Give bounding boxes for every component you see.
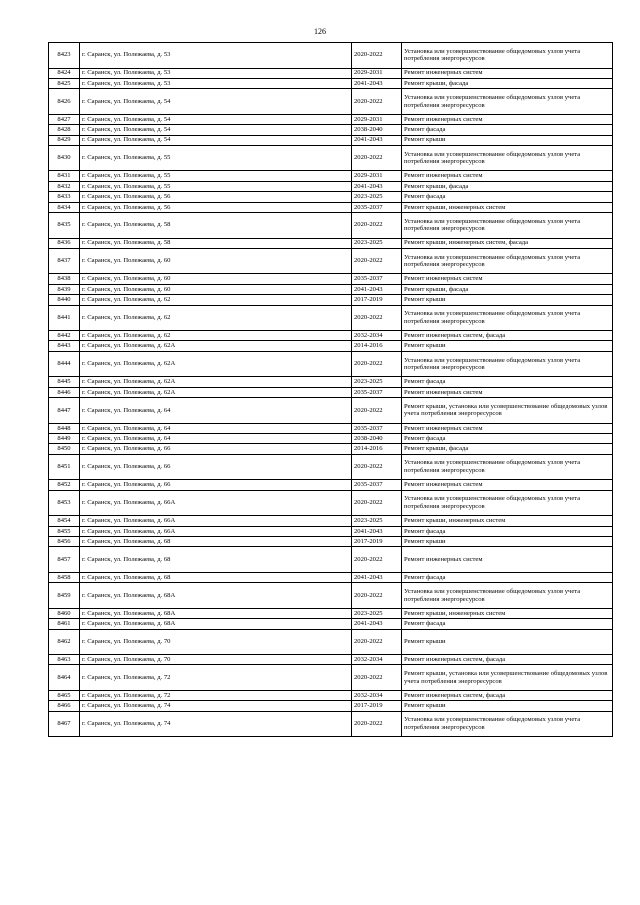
- table-row: [49, 377, 613, 387]
- table-row: [49, 78, 613, 88]
- table-row: [49, 480, 613, 490]
- address-cell: г. Саранск, ул. Полежаева, д. 72: [80, 665, 352, 691]
- period-cell: 2041-2043: [352, 284, 402, 294]
- table-row: [49, 305, 613, 331]
- work-type-cell: Ремонт фасада: [402, 377, 613, 387]
- period-cell: 2020-2022: [352, 629, 402, 655]
- period-cell: 2020-2022: [352, 711, 402, 737]
- table-row: [49, 701, 613, 711]
- period-cell: 2032-2034: [352, 655, 402, 665]
- address-cell: г. Саранск, ул. Полежаева, д. 56: [80, 192, 352, 202]
- address-cell: г. Саранск, ул. Полежаева, д. 68А: [80, 608, 352, 618]
- table-row: [49, 284, 613, 294]
- period-cell: 2014-2016: [352, 444, 402, 454]
- work-type-cell: Установка или усовершенствование общедомовых узлов учета потребления энергоресурсов: [402, 490, 613, 516]
- period-cell: 2020-2022: [352, 213, 402, 239]
- address-cell: г. Саранск, ул. Полежаева, д. 55: [80, 171, 352, 181]
- row-number-cell: 8424: [49, 68, 80, 78]
- work-type-cell: Ремонт крыши: [402, 536, 613, 546]
- row-number-cell: 8432: [49, 181, 80, 191]
- address-cell: г. Саранск, ул. Полежаева, д. 64: [80, 398, 352, 424]
- period-cell: 2020-2022: [352, 351, 402, 377]
- table-row: [49, 114, 613, 124]
- table-row: [49, 655, 613, 665]
- period-cell: 2035-2037: [352, 274, 402, 284]
- address-cell: г. Саранск, ул. Полежаева, д. 53: [80, 68, 352, 78]
- period-cell: 2020-2022: [352, 454, 402, 480]
- period-cell: 2020-2022: [352, 305, 402, 331]
- row-number-cell: 8442: [49, 331, 80, 341]
- address-cell: г. Саранск, ул. Полежаева, д. 60: [80, 248, 352, 274]
- work-type-cell: Ремонт инженерных систем: [402, 387, 613, 397]
- work-type-cell: Установка или усовершенствование общедомовых узлов учета потребления энергоресурсов: [402, 351, 613, 377]
- table-row: [49, 341, 613, 351]
- table-row: [49, 192, 613, 202]
- period-cell: 2023-2025: [352, 238, 402, 248]
- period-cell: 2020-2022: [352, 43, 402, 69]
- row-number-cell: 8458: [49, 572, 80, 582]
- work-type-cell: Установка или усовершенствование общедомовых узлов учета потребления энергоресурсов: [402, 89, 613, 115]
- address-cell: г. Саранск, ул. Полежаева, д. 55: [80, 145, 352, 171]
- period-cell: 2017-2019: [352, 536, 402, 546]
- row-number-cell: 8438: [49, 274, 80, 284]
- row-number-cell: 8434: [49, 202, 80, 212]
- period-cell: 2020-2022: [352, 490, 402, 516]
- table-row: [49, 665, 613, 691]
- table-row: [49, 68, 613, 78]
- work-type-cell: Установка или усовершенствование общедомовых узлов учета потребления энергоресурсов: [402, 43, 613, 69]
- table-row: [49, 423, 613, 433]
- period-cell: 2020-2022: [352, 89, 402, 115]
- work-type-cell: Ремонт инженерных систем, фасада: [402, 690, 613, 700]
- row-number-cell: 8465: [49, 690, 80, 700]
- address-cell: г. Саранск, ул. Полежаева, д. 66А: [80, 516, 352, 526]
- row-number-cell: 8431: [49, 171, 80, 181]
- work-type-cell: Ремонт фасада: [402, 434, 613, 444]
- period-cell: 2032-2034: [352, 331, 402, 341]
- row-number-cell: 8457: [49, 547, 80, 573]
- period-cell: 2041-2043: [352, 181, 402, 191]
- period-cell: 2020-2022: [352, 547, 402, 573]
- address-cell: г. Саранск, ул. Полежаева, д. 74: [80, 701, 352, 711]
- work-type-cell: Ремонт крыши, инженерных систем: [402, 608, 613, 618]
- period-cell: 2014-2016: [352, 341, 402, 351]
- work-type-cell: Ремонт инженерных систем: [402, 274, 613, 284]
- row-number-cell: 8441: [49, 305, 80, 331]
- page-number: 126: [314, 27, 326, 36]
- work-type-cell: Ремонт крыши, фасада: [402, 181, 613, 191]
- address-cell: г. Саранск, ул. Полежаева, д. 62: [80, 295, 352, 305]
- period-cell: 2041-2043: [352, 135, 402, 145]
- row-number-cell: 8460: [49, 608, 80, 618]
- period-cell: 2029-2031: [352, 171, 402, 181]
- period-cell: 2038-2040: [352, 125, 402, 135]
- work-type-cell: Ремонт крыши, инженерных систем, фасада: [402, 238, 613, 248]
- address-cell: г. Саранск, ул. Полежаева, д. 62А: [80, 341, 352, 351]
- address-cell: г. Саранск, ул. Полежаева, д. 70: [80, 629, 352, 655]
- table-row: [49, 454, 613, 480]
- table-row: [49, 202, 613, 212]
- table-row: [49, 351, 613, 377]
- work-type-cell: Ремонт крыши: [402, 629, 613, 655]
- period-cell: 2020-2022: [352, 665, 402, 691]
- row-number-cell: 8427: [49, 114, 80, 124]
- period-cell: 2023-2025: [352, 516, 402, 526]
- period-cell: 2038-2040: [352, 434, 402, 444]
- address-cell: г. Саранск, ул. Полежаева, д. 56: [80, 202, 352, 212]
- table-row: [49, 547, 613, 573]
- period-cell: 2041-2043: [352, 619, 402, 629]
- table-row: [49, 145, 613, 171]
- row-number-cell: 8455: [49, 526, 80, 536]
- period-cell: 2035-2037: [352, 202, 402, 212]
- address-cell: г. Саранск, ул. Полежаева, д. 60: [80, 274, 352, 284]
- period-cell: 2032-2034: [352, 690, 402, 700]
- work-type-cell: Установка или усовершенствование общедомовых узлов учета потребления энергоресурсов: [402, 454, 613, 480]
- row-number-cell: 8467: [49, 711, 80, 737]
- table-row: [49, 398, 613, 424]
- period-cell: 2020-2022: [352, 248, 402, 274]
- row-number-cell: 8437: [49, 248, 80, 274]
- row-number-cell: 8429: [49, 135, 80, 145]
- row-number-cell: 8463: [49, 655, 80, 665]
- period-cell: 2041-2043: [352, 78, 402, 88]
- work-type-cell: Ремонт инженерных систем: [402, 68, 613, 78]
- table-row: [49, 89, 613, 115]
- row-number-cell: 8446: [49, 387, 80, 397]
- address-cell: г. Саранск, ул. Полежаева, д. 62А: [80, 377, 352, 387]
- address-cell: г. Саранск, ул. Полежаева, д. 58: [80, 213, 352, 239]
- address-cell: г. Саранск, ул. Полежаева, д. 54: [80, 135, 352, 145]
- address-cell: г. Саранск, ул. Полежаева, д. 64: [80, 423, 352, 433]
- address-cell: г. Саранск, ул. Полежаева, д. 66: [80, 480, 352, 490]
- row-number-cell: 8462: [49, 629, 80, 655]
- repair-schedule-table: [48, 42, 613, 737]
- address-cell: г. Саранск, ул. Полежаева, д. 68А: [80, 583, 352, 609]
- period-cell: 2041-2043: [352, 572, 402, 582]
- table-row: [49, 213, 613, 239]
- row-number-cell: 8444: [49, 351, 80, 377]
- period-cell: 2029-2031: [352, 114, 402, 124]
- table-row: [49, 536, 613, 546]
- work-type-cell: Установка или усовершенствование общедомовых узлов учета потребления энергоресурсов: [402, 305, 613, 331]
- address-cell: г. Саранск, ул. Полежаева, д. 62: [80, 305, 352, 331]
- work-type-cell: Установка или усовершенствование общедомовых узлов учета потребления энергоресурсов: [402, 248, 613, 274]
- work-type-cell: Установка или усовершенствование общедомовых узлов учета потребления энергоресурсов: [402, 145, 613, 171]
- row-number-cell: 8448: [49, 423, 80, 433]
- address-cell: г. Саранск, ул. Полежаева, д. 68: [80, 572, 352, 582]
- table-row: [49, 274, 613, 284]
- period-cell: 2020-2022: [352, 145, 402, 171]
- period-cell: 2029-2031: [352, 68, 402, 78]
- address-cell: г. Саранск, ул. Полежаева, д. 74: [80, 711, 352, 737]
- table-row: [49, 125, 613, 135]
- address-cell: г. Саранск, ул. Полежаева, д. 66: [80, 454, 352, 480]
- period-cell: 2017-2019: [352, 295, 402, 305]
- row-number-cell: 8445: [49, 377, 80, 387]
- work-type-cell: Ремонт фасада: [402, 192, 613, 202]
- work-type-cell: Установка или усовершенствование общедомовых узлов учета потребления энергоресурсов: [402, 711, 613, 737]
- table-row: [49, 690, 613, 700]
- work-type-cell: Ремонт инженерных систем: [402, 171, 613, 181]
- address-cell: г. Саранск, ул. Полежаева, д. 54: [80, 125, 352, 135]
- address-cell: г. Саранск, ул. Полежаева, д. 72: [80, 690, 352, 700]
- work-type-cell: Ремонт крыши, фасада: [402, 78, 613, 88]
- address-cell: г. Саранск, ул. Полежаева, д. 60: [80, 284, 352, 294]
- work-type-cell: Ремонт крыши, фасада: [402, 284, 613, 294]
- row-number-cell: 8433: [49, 192, 80, 202]
- row-number-cell: 8466: [49, 701, 80, 711]
- table-row: [49, 331, 613, 341]
- table-row: [49, 444, 613, 454]
- period-cell: 2020-2022: [352, 583, 402, 609]
- period-cell: 2023-2025: [352, 192, 402, 202]
- table-row: [49, 181, 613, 191]
- work-type-cell: Ремонт крыши, установка или усовершенствование общедомовых узлов учета потребления энергоресурсов: [402, 665, 613, 691]
- address-cell: г. Саранск, ул. Полежаева, д. 66А: [80, 526, 352, 536]
- row-number-cell: 8428: [49, 125, 80, 135]
- row-number-cell: 8454: [49, 516, 80, 526]
- work-type-cell: Ремонт инженерных систем, фасада: [402, 331, 613, 341]
- table-row: [49, 526, 613, 536]
- work-type-cell: Ремонт фасада: [402, 572, 613, 582]
- row-number-cell: 8459: [49, 583, 80, 609]
- table-body: [49, 43, 613, 737]
- row-number-cell: 8464: [49, 665, 80, 691]
- period-cell: 2035-2037: [352, 423, 402, 433]
- row-number-cell: 8423: [49, 43, 80, 69]
- table-row: [49, 434, 613, 444]
- row-number-cell: 8453: [49, 490, 80, 516]
- table-row: [49, 171, 613, 181]
- table-row: [49, 583, 613, 609]
- address-cell: г. Саранск, ул. Полежаева, д. 66А: [80, 490, 352, 516]
- row-number-cell: 8440: [49, 295, 80, 305]
- work-type-cell: Ремонт инженерных систем: [402, 423, 613, 433]
- table-row: [49, 608, 613, 618]
- work-type-cell: Ремонт крыши: [402, 135, 613, 145]
- table-row: [49, 711, 613, 737]
- work-type-cell: Ремонт инженерных систем: [402, 547, 613, 573]
- table-row: [49, 295, 613, 305]
- address-cell: г. Саранск, ул. Полежаева, д. 58: [80, 238, 352, 248]
- address-cell: г. Саранск, ул. Полежаева, д. 54: [80, 89, 352, 115]
- table-row: [49, 387, 613, 397]
- work-type-cell: Ремонт крыши, инженерных систем: [402, 516, 613, 526]
- work-type-cell: Ремонт крыши: [402, 701, 613, 711]
- row-number-cell: 8456: [49, 536, 80, 546]
- work-type-cell: Ремонт фасада: [402, 619, 613, 629]
- row-number-cell: 8449: [49, 434, 80, 444]
- row-number-cell: 8443: [49, 341, 80, 351]
- address-cell: г. Саранск, ул. Полежаева, д. 55: [80, 181, 352, 191]
- address-cell: г. Саранск, ул. Полежаева, д. 62А: [80, 351, 352, 377]
- period-cell: 2035-2037: [352, 480, 402, 490]
- table-row: [49, 516, 613, 526]
- period-cell: 2023-2025: [352, 608, 402, 618]
- address-cell: г. Саранск, ул. Полежаева, д. 62А: [80, 387, 352, 397]
- row-number-cell: 8461: [49, 619, 80, 629]
- work-type-cell: Ремонт инженерных систем: [402, 114, 613, 124]
- address-cell: г. Саранск, ул. Полежаева, д. 68: [80, 536, 352, 546]
- work-type-cell: Ремонт крыши, установка или усовершенствование общедомовых узлов учета потребления энергоресурсов: [402, 398, 613, 424]
- table-row: [49, 572, 613, 582]
- work-type-cell: Ремонт крыши, инженерных систем: [402, 202, 613, 212]
- address-cell: г. Саранск, ул. Полежаева, д. 64: [80, 434, 352, 444]
- row-number-cell: 8430: [49, 145, 80, 171]
- period-cell: 2017-2019: [352, 701, 402, 711]
- table-row: [49, 238, 613, 248]
- address-cell: г. Саранск, ул. Полежаева, д. 70: [80, 655, 352, 665]
- work-type-cell: Ремонт крыши: [402, 295, 613, 305]
- table-row: [49, 135, 613, 145]
- address-cell: г. Саранск, ул. Полежаева, д. 66: [80, 444, 352, 454]
- address-cell: г. Саранск, ул. Полежаева, д. 68: [80, 547, 352, 573]
- table-row: [49, 619, 613, 629]
- period-cell: 2023-2025: [352, 377, 402, 387]
- work-type-cell: Ремонт фасада: [402, 526, 613, 536]
- row-number-cell: 8452: [49, 480, 80, 490]
- table-row: [49, 490, 613, 516]
- row-number-cell: 8451: [49, 454, 80, 480]
- period-cell: 2020-2022: [352, 398, 402, 424]
- row-number-cell: 8447: [49, 398, 80, 424]
- work-type-cell: Ремонт крыши: [402, 341, 613, 351]
- address-cell: г. Саранск, ул. Полежаева, д. 68А: [80, 619, 352, 629]
- address-cell: г. Саранск, ул. Полежаева, д. 53: [80, 43, 352, 69]
- work-type-cell: Установка или усовершенствование общедомовых узлов учета потребления энергоресурсов: [402, 583, 613, 609]
- address-cell: г. Саранск, ул. Полежаева, д. 62: [80, 331, 352, 341]
- row-number-cell: 8426: [49, 89, 80, 115]
- row-number-cell: 8450: [49, 444, 80, 454]
- work-type-cell: Установка или усовершенствование общедомовых узлов учета потребления энергоресурсов: [402, 213, 613, 239]
- work-type-cell: Ремонт инженерных систем, фасада: [402, 655, 613, 665]
- row-number-cell: 8436: [49, 238, 80, 248]
- table-row: [49, 248, 613, 274]
- row-number-cell: 8439: [49, 284, 80, 294]
- period-cell: 2035-2037: [352, 387, 402, 397]
- work-type-cell: Ремонт фасада: [402, 125, 613, 135]
- row-number-cell: 8425: [49, 78, 80, 88]
- work-type-cell: Ремонт инженерных систем: [402, 480, 613, 490]
- table-row: [49, 629, 613, 655]
- work-type-cell: Ремонт крыши, фасада: [402, 444, 613, 454]
- table-row: [49, 43, 613, 69]
- row-number-cell: 8435: [49, 213, 80, 239]
- address-cell: г. Саранск, ул. Полежаева, д. 54: [80, 114, 352, 124]
- address-cell: г. Саранск, ул. Полежаева, д. 53: [80, 78, 352, 88]
- period-cell: 2041-2043: [352, 526, 402, 536]
